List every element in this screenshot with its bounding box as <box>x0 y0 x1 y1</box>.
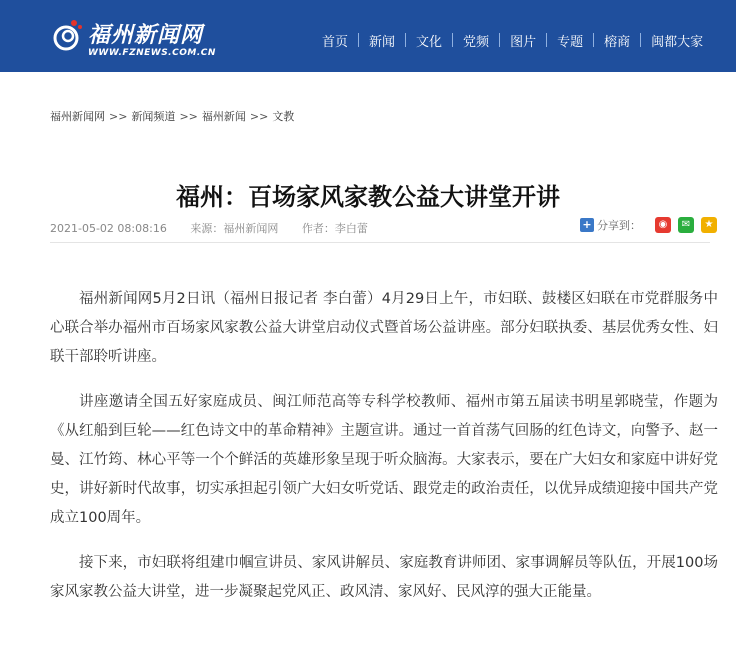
breadcrumb-item[interactable]: 新闻频道 <box>131 110 176 123</box>
qzone-share-icon[interactable]: ★ <box>701 217 717 233</box>
article-paragraph: 接下来，市妇联将组建巾帼宣讲员、家风讲解员、家庭教育讲师团、家事调解员等队伍，开展100场家风家教公益大讲堂，进一步凝聚起党风正、政风清、家风好、民风淳的强大正能量。 <box>50 555 718 600</box>
breadcrumb-separator: >> <box>179 110 198 123</box>
article-meta <box>50 220 388 236</box>
meta-divider <box>50 242 710 243</box>
article-author: 作者：李白蕾 <box>301 222 368 235</box>
site-header <box>0 0 736 72</box>
share-bar <box>580 216 717 234</box>
publish-date: 2021-05-02 08:08:16 <box>50 222 167 235</box>
breadcrumb-item[interactable]: 福州新闻 <box>201 110 246 123</box>
article-source: 来源：福州新闻网 <box>190 222 279 235</box>
article-paragraph: 福州新闻网5月2日讯（福州日报记者 李白蕾）4月29日上午，市妇联、鼓楼区妇联在市党群服务中心联合举办福州市百场家风家教公益大讲堂启动仪式暨首场公益讲座。部分妇联执委、基层优秀女性、妇联干部聆听讲座。 <box>50 291 718 365</box>
breadcrumb <box>50 108 294 124</box>
nav-item-culture[interactable]: 文化 <box>416 34 443 50</box>
nav-item-party[interactable]: 党频 <box>463 34 490 50</box>
nav-item-business[interactable]: 榕商 <box>604 34 631 50</box>
weibo-share-icon[interactable]: ◉ <box>655 217 671 233</box>
share-plus-icon[interactable]: + <box>580 218 594 232</box>
nav-item-mindu[interactable]: 闽都大家 <box>651 34 704 50</box>
breadcrumb-separator: >> <box>109 110 128 123</box>
site-name: 福州新闻网 <box>88 23 204 48</box>
article-paragraph: 讲座邀请全国五好家庭成员、闽江师范高等专科学校教师、福州市第五届读书明星郭晓莹，作题为《从红船到巨轮——红色诗文中的革命精神》主题宣讲。通过一首首荡气回肠的红色诗文，向警予、赵一曼、江竹筠、林心平等一个个鲜活的英雄形象呈现于听众脑海。大家表示，要在广大妇女和家庭中讲好党史，讲好新时代故事，切实承担起引领广大妇女听党话、跟党走的政治责任，以优异成绩迎接中国共产党成立100周年。 <box>50 394 718 526</box>
nav-item-news[interactable]: 新闻 <box>369 34 396 50</box>
logo-swirl-icon <box>48 18 84 54</box>
breadcrumb-item[interactable]: 福州新闻网 <box>50 110 105 123</box>
breadcrumb-separator: >> <box>249 110 269 123</box>
wechat-share-icon[interactable]: ✉ <box>678 217 694 233</box>
article-body <box>50 285 718 623</box>
article-title: 福州：百场家风家教公益大讲堂开讲 <box>176 183 560 212</box>
site-url: WWW.FZNEWS.COM.CN <box>88 48 216 58</box>
nav-item-home[interactable]: 首页 <box>322 34 349 50</box>
nav-item-topics[interactable]: 专题 <box>557 34 584 50</box>
site-logo[interactable] <box>48 16 248 64</box>
breadcrumb-item[interactable]: 文教 <box>272 110 295 123</box>
nav-item-photos[interactable]: 图片 <box>510 34 537 50</box>
main-nav <box>312 30 713 50</box>
share-label: 分享到： <box>597 219 641 232</box>
